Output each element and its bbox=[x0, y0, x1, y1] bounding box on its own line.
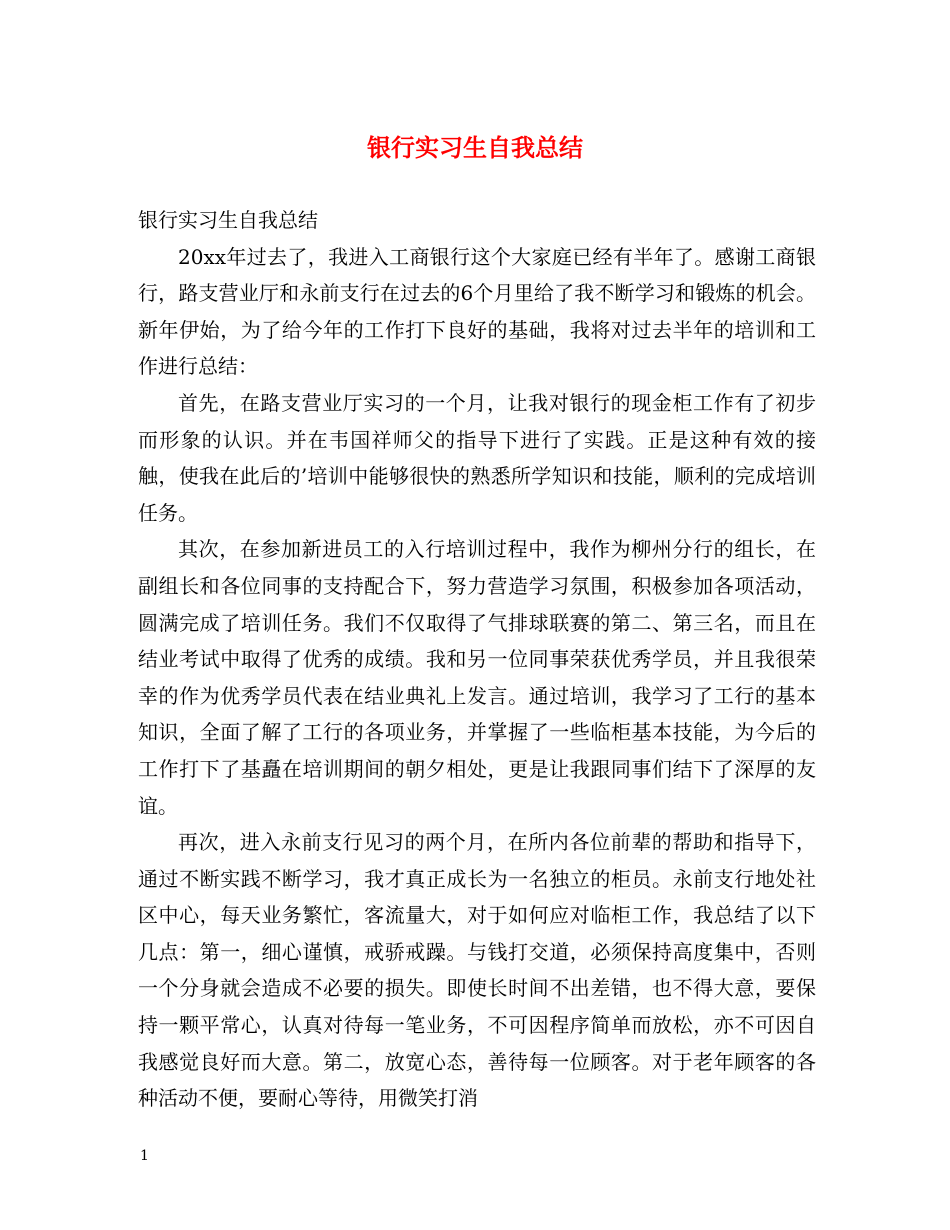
paragraph-first: 首先，在路支营业厅实习的一个月，让我对银行的现金柜工作有了初步而形象的认识。并在韦国祥师父的指导下进行了实践。正是这种有效的接触，使我在此后的’培训中能够很快的熟悉所学知识和技能，顺利的完成培训任务。 bbox=[138, 390, 816, 525]
paragraph-third: 再次，进入永前支行见习的两个月，在所内各位前辈的帮助和指导下，通过不断实践不断学习，我才真正成长为一名独立的柜员。永前支行地处社区中心，每天业务繁忙，客流量大，对于如何应对临柜工作，我总结了以下几点：第一，细心谨慎，戒骄戒躁。与钱打交道，必须保持高度集中，否则一个分身就会造成不必要的损失。即使长时间不出差错，也不得大意，要保持一颗平常心，认真对待每一笔业务，不可因程序简单而放松，亦不可因自我感觉良好而大意。第二，放宽心态，善待每一位顾客。对于老年顾客的各种活动不便，要耐心等待，用微笑打消 bbox=[138, 830, 816, 1111]
paragraph-second: 其次，在参加新进员工的入行培训过程中，我作为柳州分行的组长，在副组长和各位同事的支持配合下，努力营造学习氛围，积极参加各项活动，圆满完成了培训任务。我们不仅取得了气排球联赛的第二、第三名，而且在结业考试中取得了优秀的成绩。我和另一位同事荣获优秀学员，并且我很荣幸的作为优秀学员代表在结业典礼上发言。通过培训，我学习了工行的基本知识，全面了解了工行的各项业务，并掌握了一些临柜基本技能，为今后的工作打下了基矗在培训期间的朝夕相处，更是让我跟同事们结下了深厚的友谊。 bbox=[138, 537, 816, 818]
paragraph-intro: 20xx年过去了，我进入工商银行这个大家庭已经有半年了。感谢工商银行，路支营业厅和永前支行在过去的6个月里给了我不断学习和锻炼的机会。新年伊始，为了给今年的工作打下良好的基础，我将对过去半年的培训和工作进行总结： bbox=[138, 244, 816, 379]
document-body bbox=[138, 202, 816, 1117]
document-subtitle: 银行实习生自我总结 bbox=[138, 208, 318, 232]
page-number: 1 bbox=[140, 1148, 149, 1164]
document-title: 银行实习生自我总结 bbox=[367, 133, 583, 162]
